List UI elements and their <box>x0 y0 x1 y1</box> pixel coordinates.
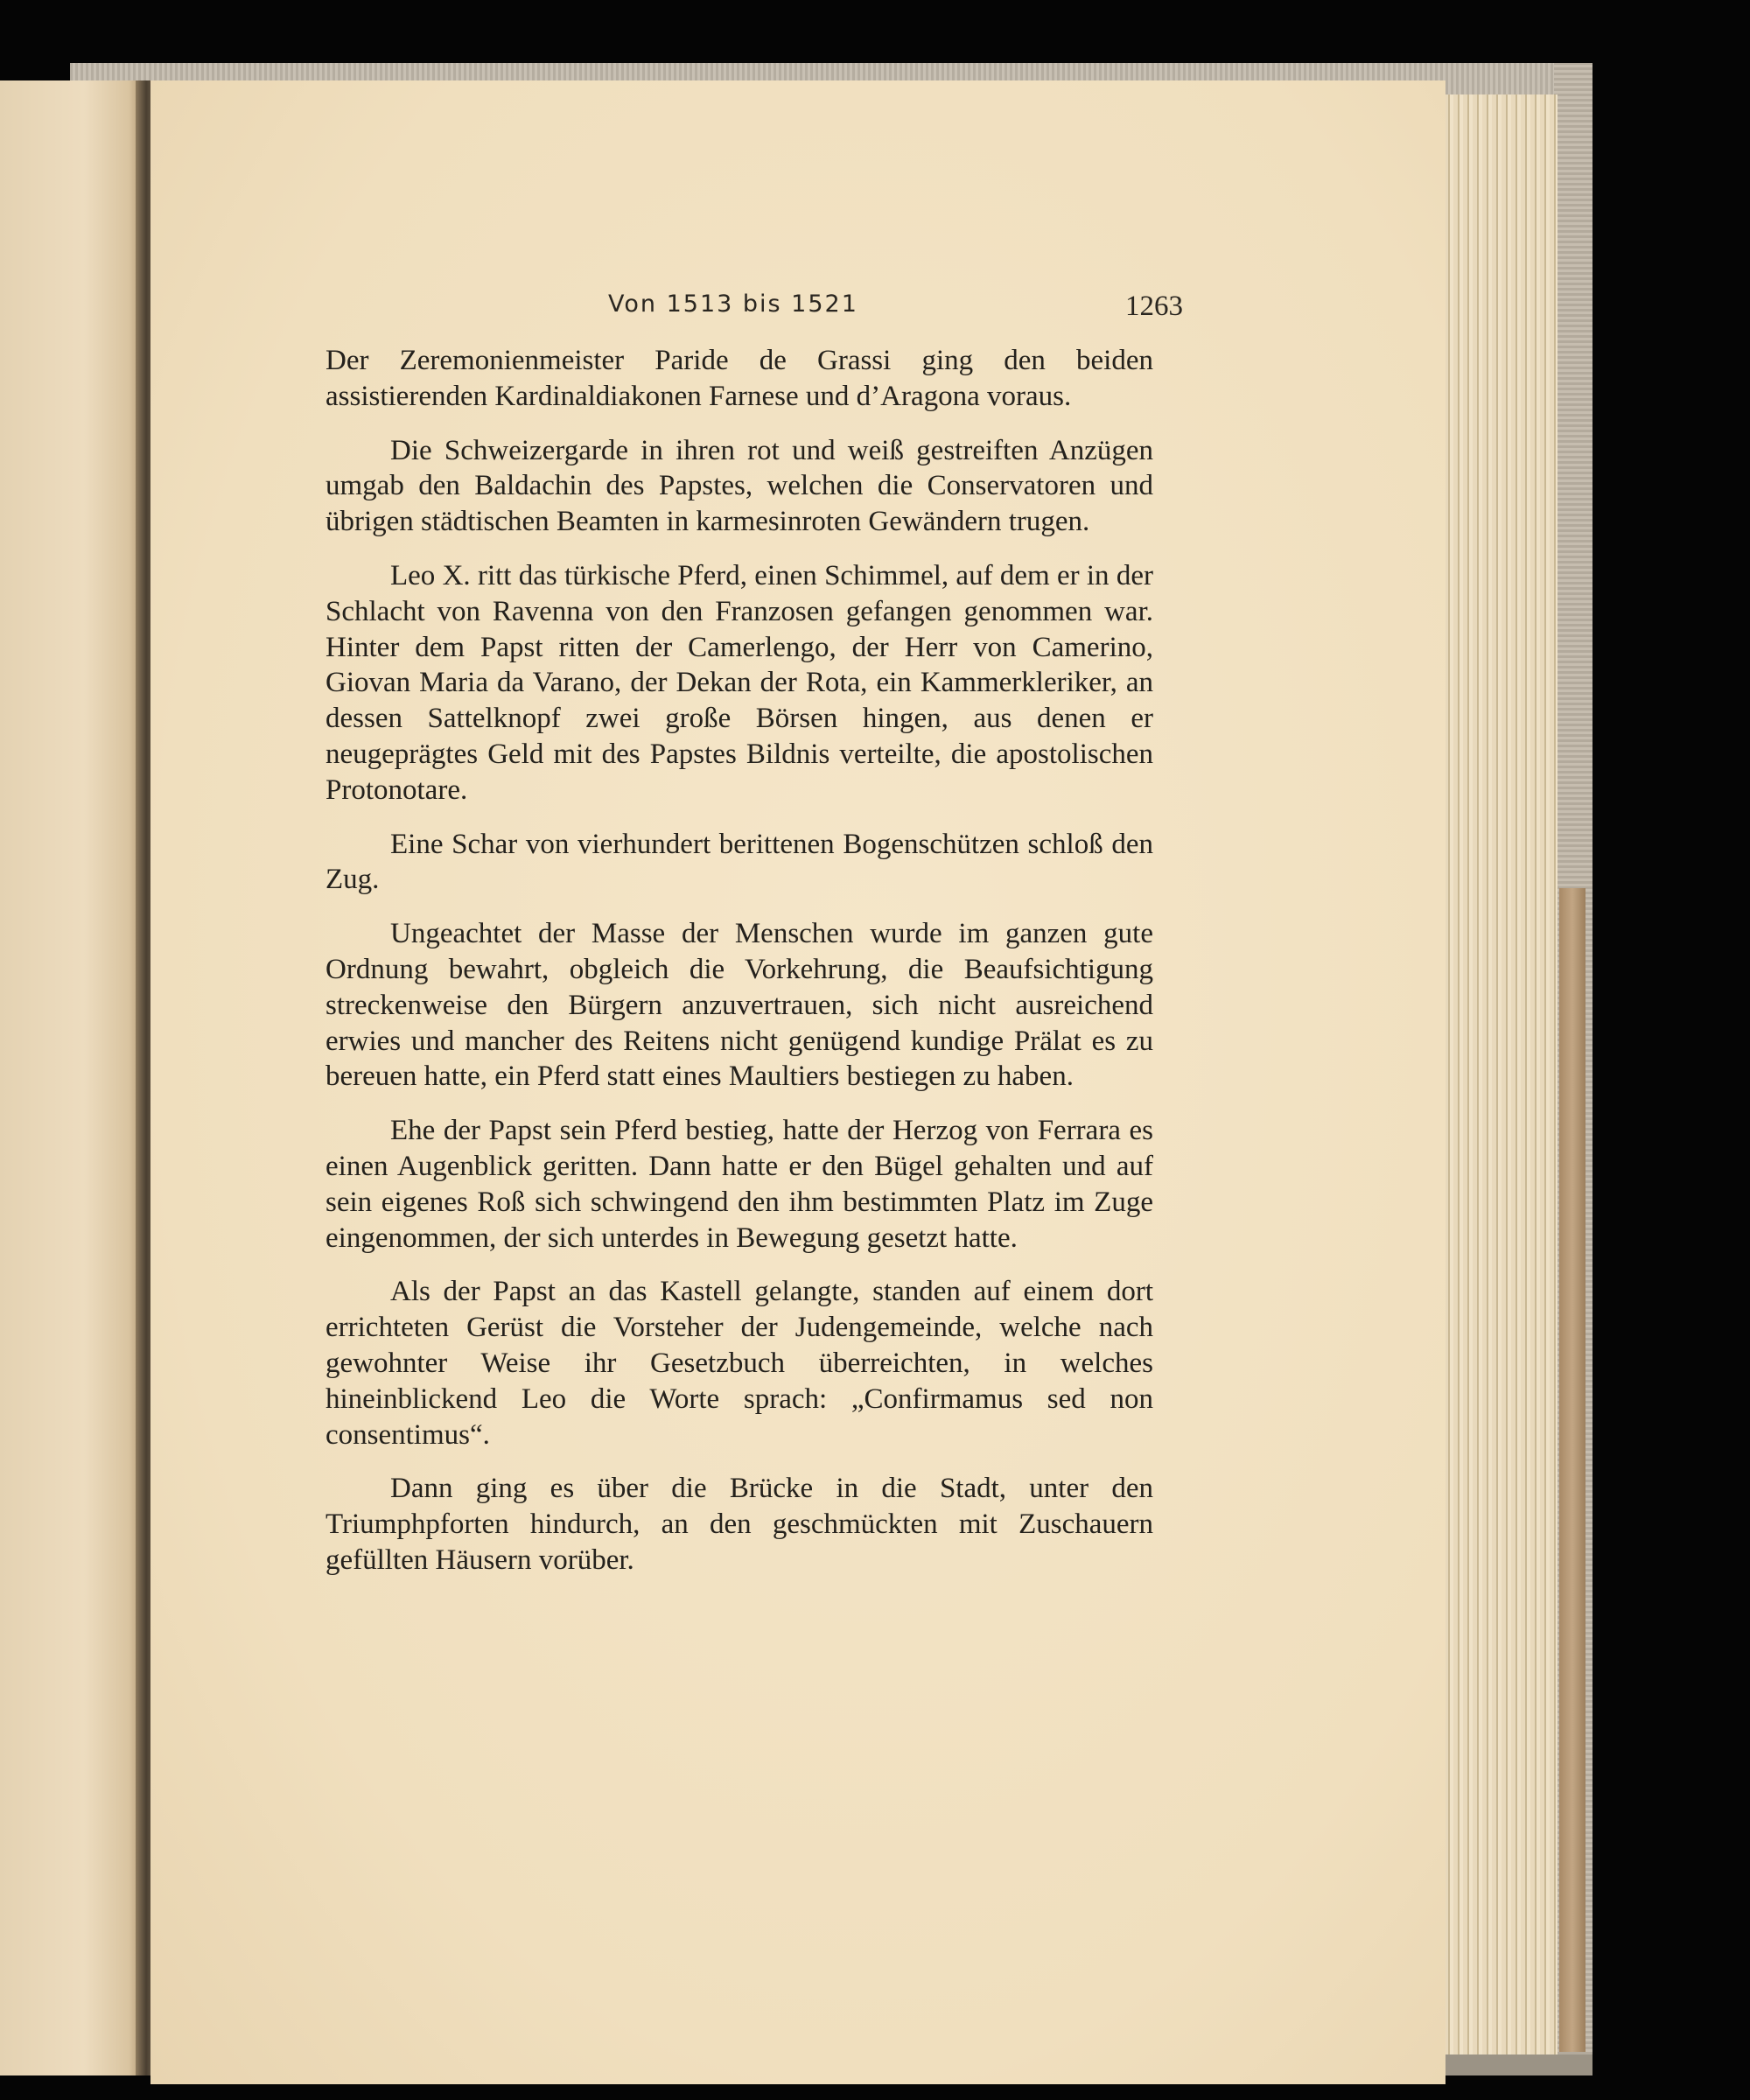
bookmark-ribbon <box>1559 888 1586 2052</box>
paragraph: Ehe der Papst sein Pferd bestieg, hatte der Herzog von Ferrara es einen Augenblick geritten. Dann hatte er den Bügel gehalten und auf sein eigenes Roß sich schwingend den ihm bestimmten Platz im Zuge eingenommen, der sich unterdes in Bewegung gesetzt hatte. <box>326 1115 1153 1254</box>
page-edges-stack <box>1444 94 1558 2059</box>
paragraph: Ungeachtet der Masse der Menschen wurde im ganzen gute Ordnung bewahrt, obgleich die Vorkehrung, die Beaufsichtigung streckenweise den Bürgern anzuvertrauen, sich nicht ausreichend erwies und mancher des Reitens nicht genügend kundige Prälat es zu bereuen hatte, ein Pferd statt eines Maultiers bestiegen zu haben. <box>326 918 1153 1093</box>
body-text <box>326 343 1153 1597</box>
book-cover-bottom-edge <box>1435 2054 1592 2076</box>
running-head-title: Von 1513 bis 1521 <box>608 290 858 318</box>
left-page <box>0 80 140 2076</box>
running-head <box>324 290 1181 326</box>
paragraph: Eine Schar von vierhundert berittenen Bogenschützen schloß den Zug. <box>326 828 1153 896</box>
paragraph: Die Schweizergarde in ihren rot und weiß gestreiften Anzügen umgab den Baldachin des Papstes, welchen die Conservatoren und übrigen städtischen Beamten in karmesinroten Gewändern trugen. <box>326 434 1153 538</box>
paragraph: Der Zeremonienmeister Paride de Grassi ging den beiden assistierenden Kardinaldiakonen Farnese und d’Aragona voraus. <box>326 345 1153 412</box>
paragraph: Dann ging es über die Brücke in die Stadt, unter den Triumphpforten hindurch, an den geschmückten mit Zuschauern gefüllten Häusern vorüber. <box>326 1473 1153 1576</box>
page-number: 1263 <box>1125 290 1183 322</box>
paragraph: Als der Papst an das Kastell gelangte, standen auf einem dort errichteten Gerüst die Vorsteher der Judengemeinde, welche nach gewohnter Weise ihr Gesetzbuch überreichten, in welches hineinblickend Leo die Worte sprach: „Confirmamus sed non consentimus“. <box>326 1276 1153 1451</box>
paragraph: Leo X. ritt das türkische Pferd, einen Schimmel, auf dem er in der Schlacht von Ravenna von den Franzosen gefangen genommen war. Hinter dem Papst ritten der Camerlengo, der Herr von Camerino, Giovan Maria da Varano, der Dekan der Rota, ein Kammerkleriker, an dessen Sattelknopf zwei große Börsen hingen, aus denen er neugeprägtes Geld mit des Papstes Bildnis verteilte, die apostolischen Protonotare. <box>326 559 1153 806</box>
